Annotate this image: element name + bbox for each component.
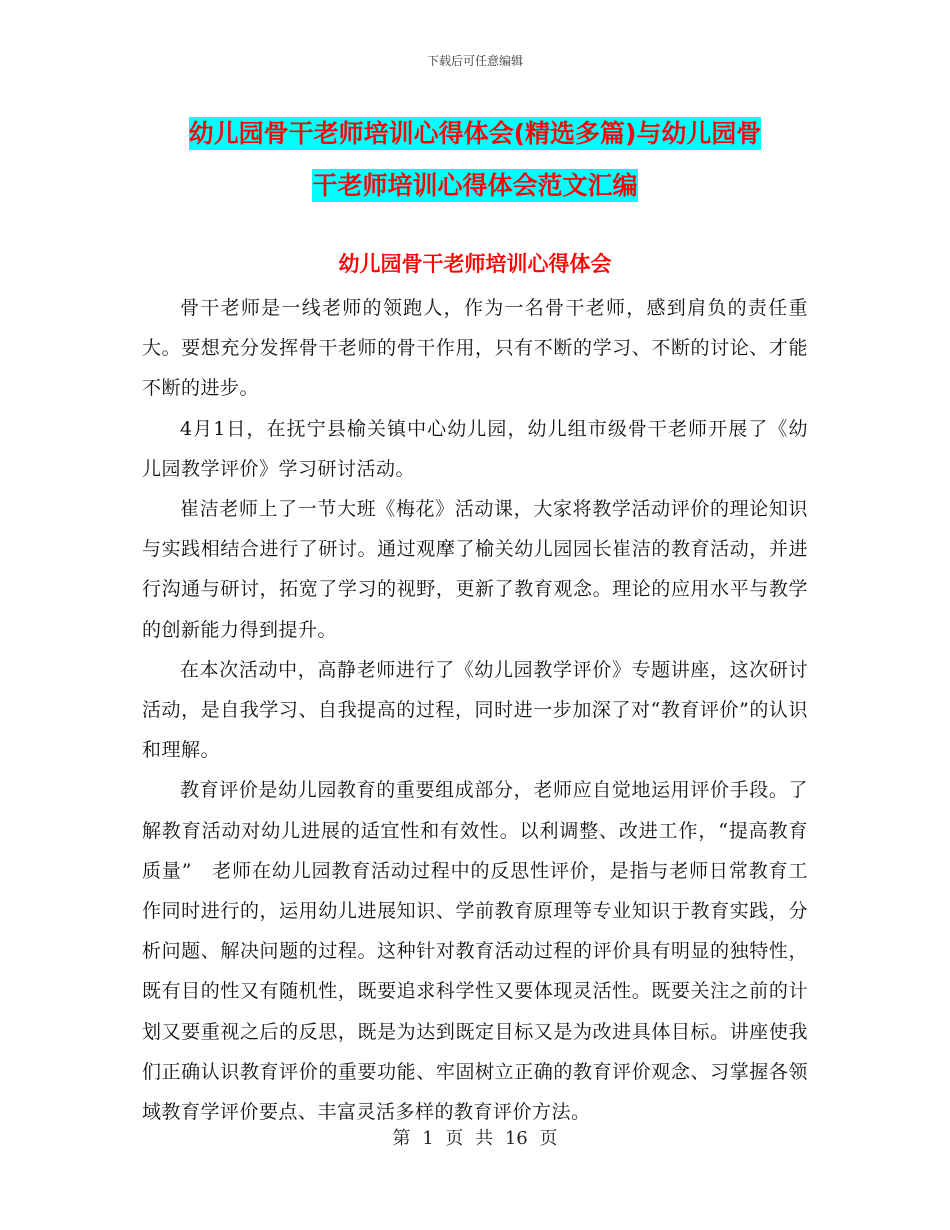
paragraph: 4月1日，在抚宁县榆关镇中心幼儿园，幼儿组市级骨干老师开展了《幼儿园教学评价》学习研讨活动。 [142, 417, 808, 480]
document-title-line-2: 干老师培训心得体会范文汇编 [312, 171, 638, 200]
document-title-line-1: 幼儿园骨干老师培训心得体会(精选多篇)与幼儿园骨 [188, 119, 762, 148]
paragraph: 骨干老师是一线老师的领跑人，作为一名骨干老师，感到肩负的责任重大。要想充分发挥骨干老师的骨干作用，只有不断的学习、不断的讨论、才能不断的进步。 [142, 297, 808, 400]
section-title: 幼儿园骨干老师培训心得体会 [338, 252, 612, 276]
document-title [100, 108, 850, 212]
page-footer: 第 1 页 共 16 页 [392, 1128, 558, 1149]
paragraph: 教育评价是幼儿园教育的重要组成部分，老师应自觉地运用评价手段。了解教育活动对幼儿进展的适宜性和有效性。以利调整、改进工作，“提高教育质量” 老师在幼儿园教育活动过程中的反思性评价，是指与老师日常教育工作同时进行的，运用幼儿进展知识、学前教育原理等专业知识于教育实践，分析问题、解决问题的过程。这种针对教育活动过程的评价具有明显的独特性，既有目的性又有随机性，既要追求科学性又要体现灵活性。既要关注之前的计划又要重视之后的反思，既是为达到既定目标又是为改进具体目标。讲座使我们正确认识教育评价的重要功能、牢固树立正确的教育评价观念、习掌握各领域教育学评价要点、丰富灵活多样的教育评价方法。 [142, 779, 808, 1124]
document-body [142, 288, 808, 1132]
paragraph: 崔洁老师上了一节大班《梅花》活动课，大家将教学活动评价的理论知识与实践相结合进行了研讨。通过观摩了榆关幼儿园园长崔洁的教育活动，并进行沟通与研讨，拓宽了学习的视野，更新了教育观念。理论的应用水平与教学的创新能力得到提升。 [142, 498, 808, 641]
page-header: 下载后可任意编辑 [426, 54, 523, 68]
paragraph: 在本次活动中，高静老师进行了《幼儿园教学评价》专题讲座，这次研讨活动，是自我学习、自我提高的过程，同时进一步加深了对“教育评价”的认识和理解。 [142, 658, 808, 762]
